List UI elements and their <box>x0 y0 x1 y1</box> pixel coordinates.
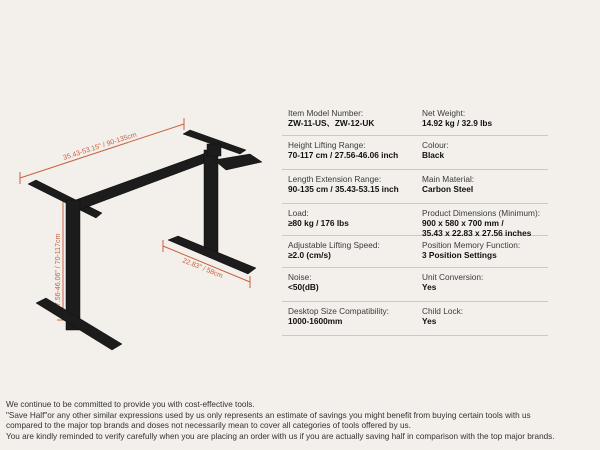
disclaimer-line: "Save Half"or any other similar expressions used by us only represents an estimate of savings you might benefit from buying certain tools with us <box>6 410 531 420</box>
spec-noise: Noise: <50(dB) <box>288 272 319 292</box>
spec-colour: Colour: Black <box>422 140 449 160</box>
spec-length-extension-range: Length Extension Range: 90-135 cm / 35.43-53.15 inch <box>288 174 399 194</box>
disclaimer-text <box>6 400 598 442</box>
disclaimer-line: You are kindly reminded to verify carefully when you are placing an order with us if you are actually saving half in comparison with the top major brands. <box>6 431 555 441</box>
spec-item-model-number: Item Model Number: ZW-11-US、ZW-12-UK <box>288 108 375 128</box>
spec-desktop-size-compatibility: Desktop Size Compatibility: 1000-1600mm <box>288 306 389 326</box>
spec-row <box>282 302 548 336</box>
height-dimension-label: 27.56-46.06" / 70-117cm <box>55 233 62 310</box>
desk-frame-illustration <box>0 0 280 380</box>
desk-frame-drawing <box>0 0 280 380</box>
disclaimer-line: compared to the major top brands and doses not necessarily mean to cover all categories of tools offered by us. <box>6 421 411 431</box>
spec-load: Load: ≥80 kg / 176 lbs <box>288 208 349 228</box>
spec-unit-conversion: Unit Conversion: Yes <box>422 272 484 292</box>
specifications-table <box>282 104 548 336</box>
spec-height-lifting-range: Height Lifting Range: 70-117 cm / 27.56-46.06 inch <box>288 140 399 160</box>
spec-row <box>282 268 548 302</box>
spec-adjustable-lifting-speed: Adjustable Lifting Speed: ≥2.0 (cm/s) <box>288 240 380 260</box>
spec-row <box>282 104 548 136</box>
spec-row <box>282 204 548 236</box>
spec-row <box>282 236 548 268</box>
depth-dimension-label: 22.83" / 58cm <box>181 257 224 280</box>
disclaimer-line: We continue to be committed to provide you with cost-effective tools. <box>6 400 255 409</box>
spec-row <box>282 170 548 204</box>
spec-child-lock: Child Lock: Yes <box>422 306 464 326</box>
spec-main-material: Main Material: Carbon Steel <box>422 174 475 194</box>
spec-row <box>282 136 548 170</box>
spec-product-dimensions: Product Dimensions (Minimum): 900 x 580 x 700 mm / 35.43 x 22.83 x 27.56 inches <box>422 208 541 238</box>
spec-net-weight: Net Weight: 14.92 kg / 32.9 lbs <box>422 108 493 128</box>
width-dimension-label: 35.43-53.15" / 90-135cm <box>62 131 138 162</box>
spec-position-memory-function: Position Memory Function: 3 Position Settings <box>422 240 521 260</box>
